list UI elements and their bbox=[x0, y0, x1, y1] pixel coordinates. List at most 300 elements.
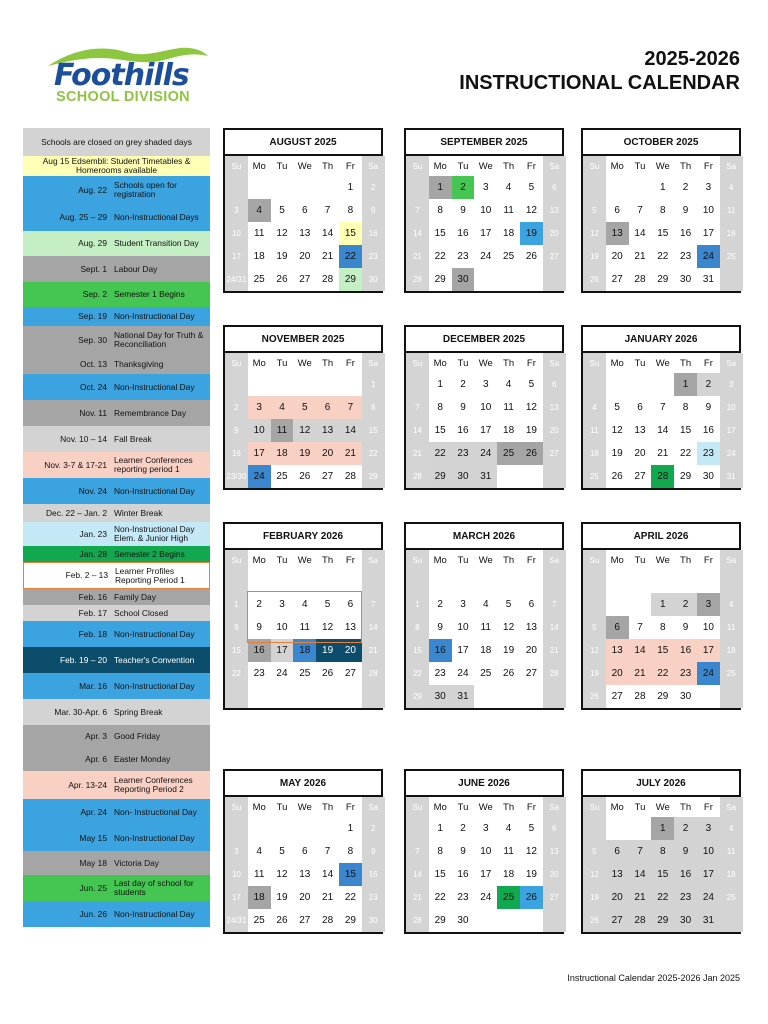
legend-label: Family Day bbox=[114, 591, 156, 602]
day-cell: 8 bbox=[437, 846, 443, 857]
weekday-header: We bbox=[297, 801, 312, 813]
day-cell: 3 bbox=[720, 373, 743, 396]
weekday-header: Tu bbox=[276, 357, 288, 369]
day-cell: 28 bbox=[344, 471, 356, 482]
day-cell: 11 bbox=[271, 419, 294, 442]
day-cell: 17 bbox=[480, 869, 492, 880]
day-cell: 1 bbox=[674, 373, 697, 396]
weekday-header: Su bbox=[583, 353, 606, 373]
day-cell bbox=[520, 909, 543, 932]
day-cell bbox=[606, 373, 629, 396]
day-cell: 18 bbox=[503, 869, 515, 880]
day-cell: 27 bbox=[299, 274, 311, 285]
day-cell: 9 bbox=[682, 205, 689, 216]
month-title: SEPTEMBER 2025 bbox=[406, 130, 562, 156]
day-cell: 13 bbox=[299, 869, 311, 880]
month-title: JANUARY 2026 bbox=[583, 327, 739, 353]
day-cell: 31 bbox=[702, 274, 714, 285]
day-cell: 29 bbox=[362, 465, 385, 488]
day-cell: 11 bbox=[254, 869, 265, 880]
day-cell: 22 bbox=[225, 662, 248, 685]
day-cell bbox=[629, 570, 652, 593]
day-cell: 29 bbox=[406, 685, 429, 708]
day-cell: 20 bbox=[316, 442, 339, 465]
weekday-header: We bbox=[297, 554, 312, 566]
day-cell: 16 bbox=[457, 869, 469, 880]
day-cell: 16 bbox=[674, 639, 697, 662]
day-cell: 4 bbox=[256, 846, 262, 857]
day-cell: 1 bbox=[362, 373, 385, 396]
day-cell: 31 bbox=[474, 465, 497, 488]
day-cell: 31 bbox=[452, 685, 475, 708]
legend-date: Nov. 10 – 14 bbox=[60, 433, 107, 444]
weekday-header: Tu bbox=[276, 554, 288, 566]
day-cell bbox=[583, 373, 606, 396]
weekday-header: Th bbox=[322, 801, 334, 813]
day-cell: 2 bbox=[460, 379, 466, 390]
weekday-header: Mo bbox=[252, 554, 266, 566]
day-cell bbox=[452, 570, 475, 593]
weekday-header: Th bbox=[322, 554, 334, 566]
day-cell: 1 bbox=[437, 379, 443, 390]
day-cell bbox=[629, 176, 652, 199]
day-cell: 19 bbox=[276, 251, 288, 262]
legend-item bbox=[23, 699, 210, 725]
day-cell: 6 bbox=[606, 840, 629, 863]
day-cell: 15 bbox=[657, 228, 669, 239]
day-cell: 16 bbox=[225, 442, 248, 465]
day-cell: 2 bbox=[674, 593, 697, 616]
day-cell: 5 bbox=[279, 205, 285, 216]
day-cell: 15 bbox=[434, 425, 446, 436]
day-cell: 14 bbox=[634, 228, 646, 239]
day-cell bbox=[248, 817, 271, 840]
day-cell bbox=[248, 570, 271, 593]
day-cell: 13 bbox=[543, 199, 566, 222]
weekday-header: We bbox=[297, 357, 312, 369]
day-cell: 13 bbox=[344, 622, 356, 633]
day-cell bbox=[271, 176, 294, 199]
day-cell: 21 bbox=[339, 442, 362, 465]
day-cell: 1 bbox=[651, 593, 674, 616]
day-cell: 31 bbox=[720, 465, 743, 488]
legend-item bbox=[23, 725, 210, 747]
day-cell: 28 bbox=[406, 465, 429, 488]
day-cell: 10 bbox=[702, 205, 714, 216]
day-cell: 24/31 bbox=[225, 909, 248, 932]
day-cell: 23 bbox=[452, 442, 475, 465]
day-cell: 19 bbox=[583, 245, 606, 268]
legend-item bbox=[23, 452, 210, 478]
day-cell: 23/30 bbox=[225, 465, 248, 488]
month-calendar bbox=[223, 769, 383, 934]
day-cell bbox=[271, 817, 294, 840]
day-cell: 25 bbox=[720, 662, 743, 685]
legend-note: Schools are closed on grey shaded days bbox=[41, 136, 192, 147]
day-cell bbox=[651, 570, 674, 593]
day-cell: 28 bbox=[634, 691, 646, 702]
legend-label: Easter Monday bbox=[114, 753, 171, 764]
day-cell: 19 bbox=[503, 645, 515, 656]
month-calendar bbox=[223, 522, 383, 710]
day-cell: 13 bbox=[543, 396, 566, 419]
legend-item bbox=[23, 354, 210, 374]
day-cell: 21 bbox=[322, 892, 334, 903]
day-cell bbox=[339, 373, 362, 396]
weekday-header: Tu bbox=[634, 801, 646, 813]
weekday-header: Fr bbox=[703, 801, 713, 813]
day-cell: 17 bbox=[457, 645, 469, 656]
day-cell: 10 bbox=[702, 622, 714, 633]
day-cell: 23 bbox=[697, 442, 720, 465]
weekday-header: Su bbox=[225, 156, 248, 176]
legend-date: Sept. 1 bbox=[80, 263, 107, 274]
legend-item bbox=[23, 546, 210, 562]
day-cell: 5 bbox=[528, 379, 535, 390]
day-cell: 21 bbox=[543, 639, 566, 662]
day-cell: 6 bbox=[543, 176, 566, 199]
day-cell: 21 bbox=[362, 639, 385, 662]
day-cell: 27 bbox=[344, 668, 356, 679]
day-cell: 17 bbox=[480, 425, 492, 436]
legend-item bbox=[23, 307, 210, 326]
day-cell: 12 bbox=[276, 228, 288, 239]
day-cell: 7 bbox=[660, 402, 666, 413]
legend-date: May 18 bbox=[79, 857, 107, 868]
legend-label: Non-Instructional Day bbox=[114, 908, 195, 919]
weekday-header: Tu bbox=[457, 160, 469, 172]
legend-date: Feb. 17 bbox=[78, 607, 107, 618]
day-cell: 8 bbox=[660, 205, 666, 216]
legend-date: Aug. 25 – 29 bbox=[59, 212, 107, 223]
day-cell: 4 bbox=[720, 593, 743, 616]
day-cell: 19 bbox=[611, 448, 623, 459]
day-cell: 17 bbox=[248, 442, 271, 465]
day-cell: 24 bbox=[720, 442, 743, 465]
weekday-header: Tu bbox=[457, 357, 469, 369]
weekday-header: Fr bbox=[345, 801, 355, 813]
day-cell: 28 bbox=[406, 909, 429, 932]
day-cell bbox=[583, 593, 606, 616]
day-cell: 11 bbox=[583, 419, 606, 442]
day-cell: 17 bbox=[225, 245, 248, 268]
day-cell: 9 bbox=[460, 205, 466, 216]
legend-label: Thanksgiving bbox=[114, 358, 164, 369]
day-cell: 16 bbox=[429, 639, 452, 662]
month-calendar bbox=[223, 128, 383, 293]
day-cell: 18 bbox=[248, 886, 271, 909]
day-cell: 14 bbox=[322, 869, 334, 880]
day-cell: 2 bbox=[362, 817, 385, 840]
day-cell: 17 bbox=[720, 419, 743, 442]
weekday-header: Th bbox=[680, 357, 692, 369]
day-cell: 24 bbox=[697, 245, 720, 268]
day-cell bbox=[474, 570, 497, 593]
day-cell: 26 bbox=[583, 909, 606, 932]
day-cell: 23 bbox=[674, 662, 697, 685]
day-cell: 14 bbox=[406, 222, 429, 245]
day-cell: 5 bbox=[528, 823, 535, 834]
legend-date: Nov. 24 bbox=[78, 485, 107, 496]
legend-item bbox=[23, 522, 210, 546]
day-cell: 13 bbox=[606, 639, 629, 662]
day-cell: 16 bbox=[362, 222, 385, 245]
day-cell: 27 bbox=[322, 471, 334, 482]
day-cell: 30 bbox=[362, 268, 385, 291]
legend-item bbox=[23, 799, 210, 825]
day-cell bbox=[629, 817, 652, 840]
logo-wordmark: Foothills bbox=[54, 58, 189, 93]
weekday-header: We bbox=[655, 554, 670, 566]
day-cell: 1 bbox=[347, 182, 354, 193]
legend-item bbox=[23, 176, 210, 204]
day-cell: 20 bbox=[299, 251, 311, 262]
weekday-header: Fr bbox=[703, 554, 713, 566]
day-cell: 9 bbox=[705, 402, 712, 413]
day-cell: 20 bbox=[543, 222, 566, 245]
legend-date: Jan. 28 bbox=[79, 548, 107, 559]
day-cell: 4 bbox=[583, 396, 606, 419]
day-cell: 8 bbox=[406, 616, 429, 639]
day-cell: 22 bbox=[406, 662, 429, 685]
legend-item bbox=[23, 562, 210, 589]
weekday-header: Fr bbox=[526, 357, 536, 369]
legend-item bbox=[23, 647, 210, 673]
day-cell bbox=[497, 570, 520, 593]
day-cell: 21 bbox=[657, 448, 669, 459]
legend-date: Dec. 22 – Jan. 2 bbox=[46, 507, 107, 518]
legend-label: Non-Instructional Day bbox=[114, 311, 195, 322]
day-cell bbox=[293, 685, 316, 708]
day-cell: 13 bbox=[634, 425, 646, 436]
day-cell: 17 bbox=[225, 886, 248, 909]
day-cell: 13 bbox=[316, 419, 339, 442]
day-cell: 3 bbox=[483, 379, 489, 390]
day-cell: 4 bbox=[505, 182, 512, 193]
weekday-header: Fr bbox=[526, 801, 536, 813]
weekday-header: Th bbox=[680, 801, 692, 813]
day-cell bbox=[543, 570, 566, 593]
day-cell: 25 bbox=[503, 251, 515, 262]
day-cell: 19 bbox=[525, 869, 537, 880]
weekday-header: Th bbox=[503, 554, 515, 566]
month-title: MARCH 2026 bbox=[406, 524, 562, 550]
legend-item bbox=[23, 875, 210, 901]
day-cell: 11 bbox=[299, 622, 310, 633]
day-cell: 30 bbox=[452, 268, 475, 291]
day-cell bbox=[225, 570, 248, 593]
legend bbox=[23, 128, 210, 927]
weekday-header: Mo bbox=[252, 357, 266, 369]
day-cell: 2 bbox=[437, 599, 443, 610]
legend-label: School Closed bbox=[114, 607, 169, 618]
legend-item bbox=[23, 771, 210, 799]
day-cell: 26 bbox=[520, 886, 543, 909]
legend-item bbox=[23, 478, 210, 504]
day-cell: 18 bbox=[720, 863, 743, 886]
day-cell: 2 bbox=[256, 599, 262, 610]
month-calendar bbox=[404, 769, 564, 934]
day-cell: 5 bbox=[614, 402, 620, 413]
day-cell bbox=[474, 685, 497, 708]
day-cell: 3 bbox=[705, 182, 712, 193]
day-cell bbox=[543, 465, 566, 488]
month-title: AUGUST 2025 bbox=[225, 130, 381, 156]
day-cell: 25 bbox=[276, 471, 288, 482]
day-cell: 7 bbox=[324, 846, 331, 857]
day-cell: 9 bbox=[437, 622, 443, 633]
weekday-header: Su bbox=[583, 550, 606, 570]
weekday-header: We bbox=[478, 357, 493, 369]
legend-label: Good Friday bbox=[114, 730, 161, 741]
day-cell: 5 bbox=[293, 396, 316, 419]
weekday-header: Sa bbox=[543, 550, 566, 570]
day-cell: 10 bbox=[480, 846, 492, 857]
day-cell: 30 bbox=[680, 274, 692, 285]
legend-label: Student Transition Day bbox=[114, 238, 199, 249]
day-cell: 25 bbox=[480, 668, 492, 679]
legend-item bbox=[23, 621, 210, 647]
weekday-header: Fr bbox=[345, 160, 355, 172]
legend-date: Aug. 22 bbox=[78, 184, 107, 195]
legend-item bbox=[23, 605, 210, 621]
day-cell: 29 bbox=[434, 915, 446, 926]
weekday-header: Su bbox=[225, 797, 248, 817]
day-cell: 14 bbox=[339, 419, 362, 442]
day-cell: 16 bbox=[702, 425, 714, 436]
month-calendar bbox=[404, 325, 564, 490]
day-cell bbox=[293, 570, 316, 593]
day-cell bbox=[606, 817, 629, 840]
day-cell: 10 bbox=[720, 396, 743, 419]
day-cell: 16 bbox=[248, 639, 271, 662]
weekday-header: We bbox=[478, 801, 493, 813]
legend-date: Feb. 16 bbox=[78, 591, 107, 602]
day-cell: 22 bbox=[339, 245, 362, 268]
month-title: DECEMBER 2025 bbox=[406, 327, 562, 353]
day-cell: 1 bbox=[437, 823, 443, 834]
day-cell: 14 bbox=[362, 616, 385, 639]
day-cell: 6 bbox=[637, 402, 643, 413]
legend-item bbox=[23, 747, 210, 771]
day-cell: 13 bbox=[525, 622, 537, 633]
day-cell: 26 bbox=[611, 471, 623, 482]
legend-item bbox=[23, 128, 210, 156]
day-cell: 25 bbox=[720, 245, 743, 268]
day-cell: 7 bbox=[406, 396, 429, 419]
legend-date: Mar. 16 bbox=[79, 680, 107, 691]
legend-date: Oct. 13 bbox=[80, 358, 107, 369]
day-cell: 12 bbox=[525, 402, 537, 413]
day-cell: 26 bbox=[276, 274, 288, 285]
weekday-header: Su bbox=[406, 353, 429, 373]
day-cell: 15 bbox=[339, 863, 362, 886]
weekday-header: Tu bbox=[276, 160, 288, 172]
logo-subtitle: SCHOOL DIVISION bbox=[56, 89, 190, 105]
month-calendar bbox=[581, 325, 741, 490]
day-cell bbox=[225, 817, 248, 840]
day-cell: 27 bbox=[611, 274, 623, 285]
day-cell: 8 bbox=[225, 616, 248, 639]
day-cell: 2 bbox=[452, 176, 475, 199]
weekday-header: Fr bbox=[526, 160, 536, 172]
weekday-header: Fr bbox=[526, 554, 536, 566]
day-cell: 13 bbox=[606, 863, 629, 886]
day-cell bbox=[674, 570, 697, 593]
day-cell: 7 bbox=[543, 593, 566, 616]
legend-item bbox=[23, 374, 210, 400]
day-cell bbox=[474, 909, 497, 932]
day-cell bbox=[543, 909, 566, 932]
legend-date: Sep. 2 bbox=[82, 289, 107, 300]
weekday-header: Th bbox=[680, 160, 692, 172]
day-cell: 22 bbox=[434, 251, 446, 262]
day-cell: 3 bbox=[697, 593, 720, 616]
day-cell bbox=[720, 570, 743, 593]
day-cell: 26 bbox=[299, 471, 311, 482]
day-cell bbox=[316, 685, 339, 708]
legend-date: Feb. 2 – 13 bbox=[65, 570, 108, 581]
day-cell: 11 bbox=[720, 199, 743, 222]
weekday-header: Su bbox=[583, 797, 606, 817]
day-cell: 22 bbox=[429, 442, 452, 465]
day-cell: 29 bbox=[680, 471, 692, 482]
day-cell: 15 bbox=[680, 425, 692, 436]
day-cell: 26 bbox=[583, 268, 606, 291]
day-cell: 6 bbox=[543, 817, 566, 840]
day-cell: 21 bbox=[406, 245, 429, 268]
day-cell: 29 bbox=[429, 465, 452, 488]
day-cell: 23 bbox=[457, 251, 469, 262]
day-cell: 28 bbox=[634, 274, 646, 285]
day-cell: 10 bbox=[480, 402, 492, 413]
day-cell: 27 bbox=[525, 668, 537, 679]
day-cell: 9 bbox=[225, 419, 248, 442]
day-cell: 16 bbox=[680, 228, 692, 239]
day-cell bbox=[316, 176, 339, 199]
day-cell: 26 bbox=[503, 668, 515, 679]
legend-date: Nov. 11 bbox=[79, 407, 107, 418]
day-cell: 24 bbox=[474, 442, 497, 465]
day-cell bbox=[293, 176, 316, 199]
day-cell: 21 bbox=[629, 662, 652, 685]
legend-item bbox=[23, 204, 210, 231]
day-cell: 6 bbox=[302, 205, 308, 216]
day-cell bbox=[720, 685, 743, 708]
month-calendar bbox=[581, 128, 741, 293]
day-cell: 23 bbox=[253, 668, 265, 679]
legend-label: National Day for Truth & Reconciliation bbox=[114, 330, 204, 349]
legend-date: Sep. 19 bbox=[78, 311, 107, 322]
day-cell: 9 bbox=[460, 846, 466, 857]
legend-date: Oct. 24 bbox=[80, 381, 107, 392]
weekday-header: Mo bbox=[433, 554, 447, 566]
day-cell: 23 bbox=[680, 251, 692, 262]
day-cell bbox=[543, 685, 566, 708]
legend-item bbox=[23, 901, 210, 927]
day-cell: 23 bbox=[457, 892, 469, 903]
day-cell: 19 bbox=[525, 425, 537, 436]
day-cell bbox=[497, 268, 520, 291]
day-cell: 3 bbox=[483, 823, 489, 834]
day-cell: 10 bbox=[276, 622, 288, 633]
day-cell: 30 bbox=[429, 685, 452, 708]
day-cell bbox=[520, 465, 543, 488]
day-cell: 25 bbox=[497, 442, 520, 465]
weekday-header: Tu bbox=[634, 554, 646, 566]
day-cell: 3 bbox=[248, 396, 271, 419]
day-cell: 8 bbox=[347, 846, 354, 857]
